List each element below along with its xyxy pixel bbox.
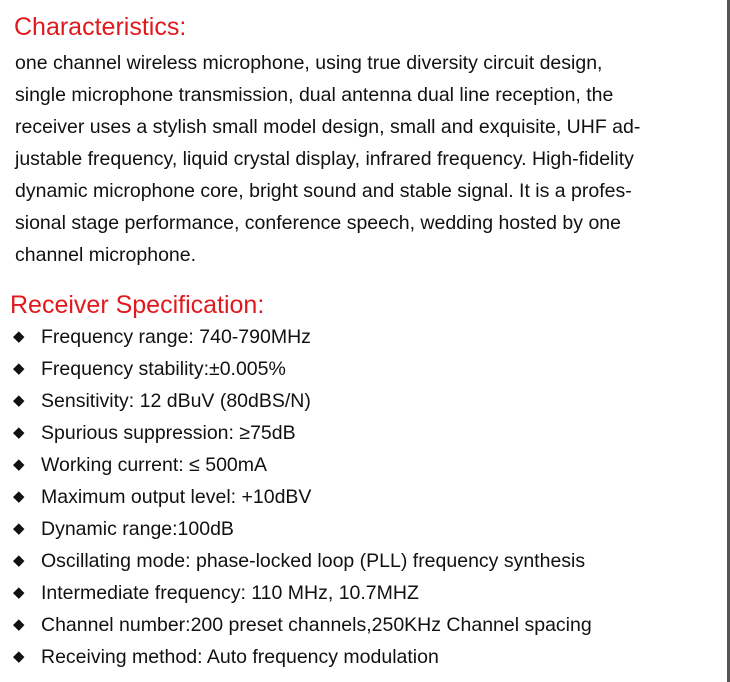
diamond-bullet-icon: ◆ xyxy=(13,520,25,537)
characteristics-heading: Characteristics: xyxy=(14,13,187,41)
spec-text: Frequency range: 740-790MHz xyxy=(41,326,311,348)
diamond-bullet-icon: ◆ xyxy=(13,360,25,377)
list-item xyxy=(13,449,592,481)
list-item xyxy=(13,417,592,449)
spec-text: Spurious suppression: ≥75dB xyxy=(41,422,296,444)
diamond-bullet-icon: ◆ xyxy=(13,424,25,441)
paragraph-line: justable frequency, liquid crystal display, infrared frequency. High-fidelity xyxy=(15,148,634,170)
list-item xyxy=(13,577,592,609)
diamond-bullet-icon: ◆ xyxy=(13,392,25,409)
spec-text: Dynamic range:100dB xyxy=(41,518,234,540)
diamond-bullet-icon: ◆ xyxy=(13,616,25,633)
spec-text: Working current: ≤ 500mA xyxy=(41,454,268,476)
list-item xyxy=(13,353,592,385)
spec-text: Frequency stability:±0.005% xyxy=(41,358,286,380)
diamond-bullet-icon: ◆ xyxy=(13,488,25,505)
list-item xyxy=(13,513,592,545)
characteristics-paragraph xyxy=(15,47,725,271)
diamond-bullet-icon: ◆ xyxy=(13,584,25,601)
list-item xyxy=(13,545,592,577)
list-item xyxy=(13,609,592,641)
receiver-spec-list xyxy=(13,321,592,673)
diamond-bullet-icon: ◆ xyxy=(13,648,25,665)
paragraph-line: sional stage performance, conference speech, wedding hosted by one xyxy=(15,212,621,234)
list-item xyxy=(13,385,592,417)
spec-text: Oscillating mode: phase-locked loop (PLL) frequency synthesis xyxy=(41,550,586,572)
spec-text: Maximum output level: +10dBV xyxy=(41,486,312,508)
list-item xyxy=(13,321,592,353)
spec-text: Channel number:200 preset channels,250KHz Channel spacing xyxy=(41,614,592,636)
paragraph-line: channel microphone. xyxy=(15,244,197,266)
paragraph-line: receiver uses a stylish small model design, small and exquisite, UHF ad- xyxy=(15,116,641,138)
diamond-bullet-icon: ◆ xyxy=(13,552,25,569)
paragraph-line: single microphone transmission, dual antenna dual line reception, the xyxy=(15,84,614,106)
paragraph-line: one channel wireless microphone, using true diversity circuit design, xyxy=(15,52,603,74)
list-item xyxy=(13,641,592,673)
paragraph-line: dynamic microphone core, bright sound and stable signal. It is a profes- xyxy=(15,180,632,202)
spec-text: Sensitivity: 12 dBuV (80dBS/N) xyxy=(41,390,311,412)
diamond-bullet-icon: ◆ xyxy=(13,456,25,473)
receiver-spec-heading: Receiver Specification: xyxy=(10,291,265,319)
spec-text: Intermediate frequency: 110 MHz, 10.7MHZ xyxy=(41,582,419,604)
diamond-bullet-icon: ◆ xyxy=(13,328,25,345)
list-item xyxy=(13,481,592,513)
spec-text: Receiving method: Auto frequency modulation xyxy=(41,646,439,668)
